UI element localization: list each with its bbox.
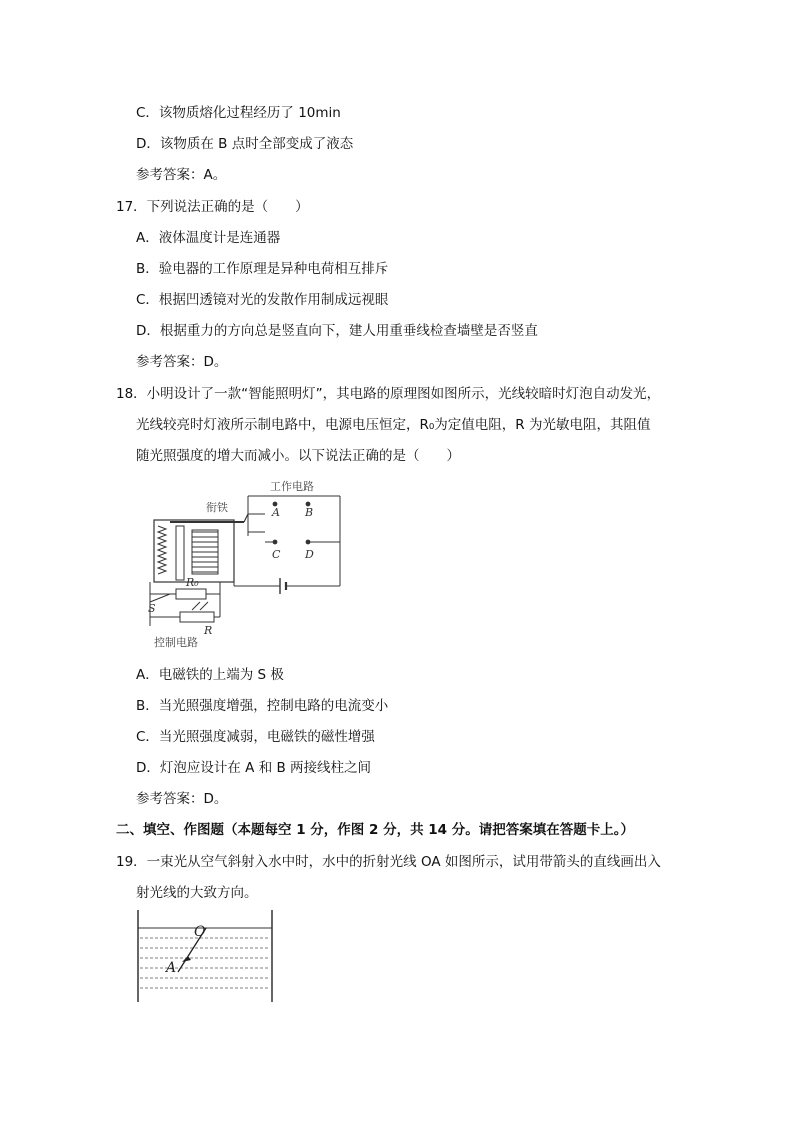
q17-answer: 参考答案：D。 xyxy=(136,354,228,370)
label-b: B xyxy=(305,506,314,519)
label-o: O xyxy=(194,924,206,940)
section-2-heading: 二、填空、作图题（本题每空 1 分，作图 2 分，共 14 分。请把答案填在答题卡上。） xyxy=(116,822,635,838)
label-c: C xyxy=(272,548,281,561)
q16-option-c: C．该物质熔化过程经历了 10min xyxy=(136,105,341,121)
label-armature: 衔铁 xyxy=(206,501,228,514)
light-ray-2 xyxy=(200,602,208,610)
q17-option-c: C．根据凹透镜对光的发散作用制成远视眼 xyxy=(136,292,389,308)
q18-answer: 参考答案：D。 xyxy=(136,791,228,807)
label-s: S xyxy=(148,602,156,615)
coil xyxy=(192,530,218,574)
q17-stem: 17．下列说法正确的是（ ） xyxy=(116,199,309,215)
spring xyxy=(158,526,166,574)
q16-option-d: D．该物质在 B 点时全部变成了液态 xyxy=(136,136,354,152)
q17-option-b: B．验电器的工作原理是异种电荷相互排斥 xyxy=(136,261,389,277)
q17-option-d: D．根据重力的方向总是竖直向下，建人用重垂线检查墙壁是否竖直 xyxy=(136,323,538,339)
water-lines xyxy=(140,938,270,988)
q17-option-a: A．液体温度计是连通器 xyxy=(136,230,281,246)
q19-stem-line2: 射光线的大致方向。 xyxy=(136,885,258,901)
iron-core xyxy=(176,526,184,580)
q18-option-c: C．当光照强度减弱，电磁铁的磁性增强 xyxy=(136,729,375,745)
label-a: A xyxy=(166,960,177,976)
label-work-circuit: 工作电路 xyxy=(270,480,314,493)
label-control-circuit: 控制电路 xyxy=(154,636,198,649)
arrow-head xyxy=(182,956,191,962)
label-r0: R₀ xyxy=(186,576,199,589)
q19-water-figure xyxy=(136,908,280,1004)
q18-option-d: D．灯泡应设计在 A 和 B 两接线柱之间 xyxy=(136,760,372,776)
q18-stem-line1: 18．小明设计了一款“智能照明灯”，其电路的原理图如图所示，光线较暗时灯泡自动发光， xyxy=(116,386,661,402)
armature-link xyxy=(244,514,248,522)
switch-blade xyxy=(150,594,170,602)
label-d: D xyxy=(305,548,314,561)
light-ray-1 xyxy=(192,602,200,610)
q18-stem-line3: 随光照强度的增大而减小。以下说法正确的是（ ） xyxy=(136,448,460,464)
q18-stem-line2: 光线较亮时灯液所示制电路中，电源电压恒定，R₀为定值电阻，R 为光敏电阻，其阻值 xyxy=(136,417,651,433)
photoresistor-r xyxy=(180,612,214,622)
q16-answer: 参考答案：A。 xyxy=(136,167,227,183)
q18-option-b: B．当光照强度增强，控制电路的电流变小 xyxy=(136,698,389,714)
label-a: A xyxy=(272,506,280,519)
q18-circuit-figure xyxy=(140,474,350,652)
q19-stem-line1: 19．一束光从空气斜射入水中时，水中的折射光线 OA 如图所示，试用带箭头的直线画出入 xyxy=(116,854,661,870)
resistor-r0 xyxy=(176,589,206,599)
q18-option-a: A．电磁铁的上端为 S 极 xyxy=(136,667,284,683)
label-r: R xyxy=(204,624,213,637)
